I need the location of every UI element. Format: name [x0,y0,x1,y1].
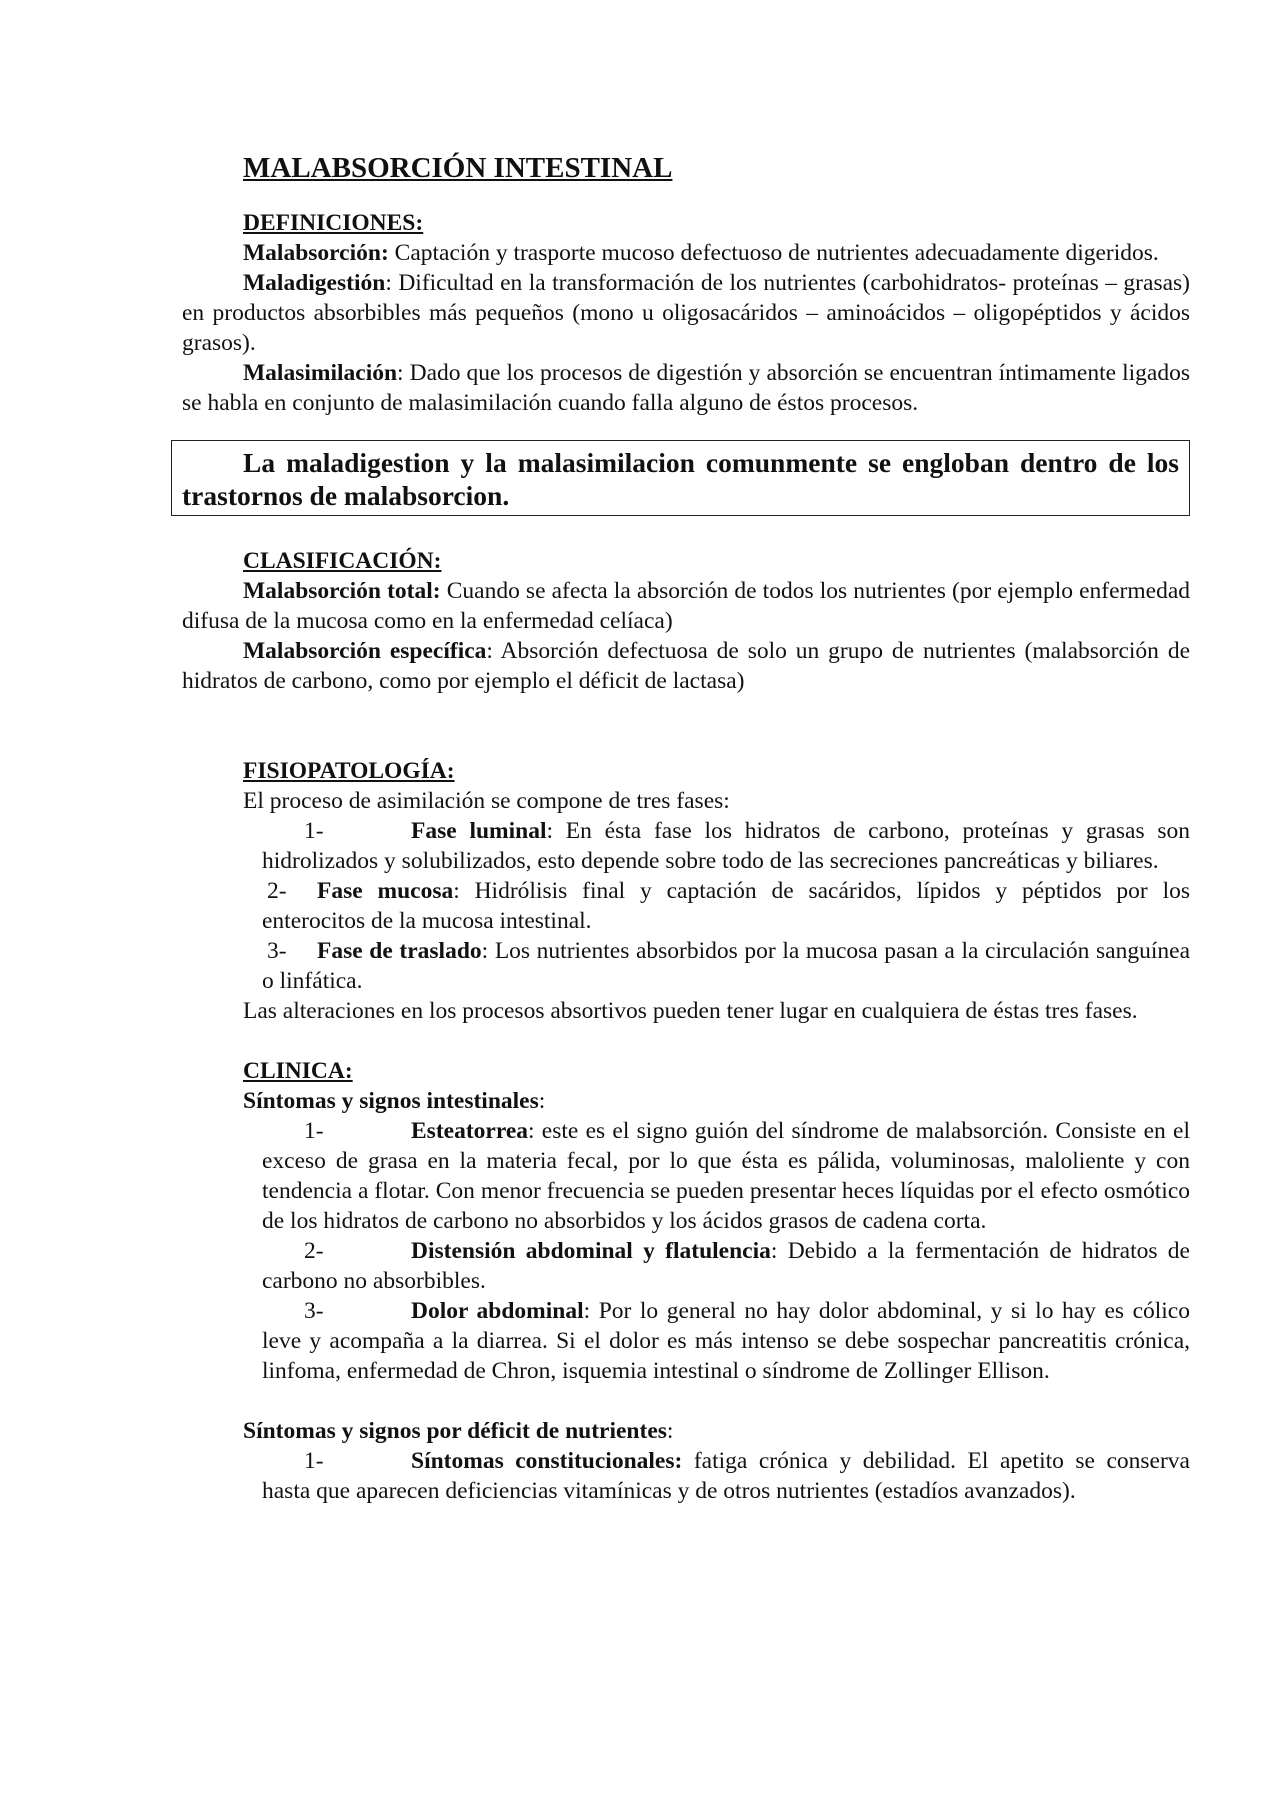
definition-text: : Dado que los procesos de digestión y absorción se encuentran íntimamente ligados se habla en conjunto de malasimilación cuando falla alguno de éstos procesos. [182,360,1190,416]
symptom-text: : Debido a la fermentación de hidratos de carbono no absorbibles. [262,1238,1190,1294]
symptom-number: 3- [304,1298,324,1324]
fisiopatologia-heading: FISIOPATOLOGÍA: [243,758,455,784]
fisiopatologia-intro: El proceso de asimilación se compone de tres fases: [243,788,730,814]
document-body [182,150,1190,1506]
symptom-number: 2- [304,1238,324,1264]
definition-term: Malasimilación [243,360,398,386]
symptom-text: : Por lo general no hay dolor abdominal, y si lo hay es cólico leve y acompaña a la diarrea. Si el dolor es más intenso se debe sospechar pancreatitis crónica, linfoma, enfermedad de Chron, isquemia intestinal o síndrome de Zollinger Ellison. [262,1298,1190,1384]
phase-number: 1- [304,818,324,844]
phase-item [262,936,1190,996]
callout-box [171,440,1190,516]
symptom-term: Distensión abdominal y flatulencia [411,1238,771,1264]
symptom-item [262,1116,1190,1236]
deficit-colon: : [666,1418,674,1444]
symptom-term: Dolor abdominal [411,1298,584,1324]
intestinal-subheading [243,1086,1190,1116]
clasificacion-term: Malabsorción específica [243,638,487,664]
fisiopatologia-closing: Las alteraciones en los procesos absortivos pueden tener lugar en cualquiera de éstas tres fases. [243,998,1138,1024]
phase-item [262,816,1190,876]
clasificacion-text: : Absorción defectuosa de solo un grupo de nutrientes (malabsorción de hidratos de carbono, como por ejemplo el déficit de lactasa) [182,638,1190,694]
phase-number: 3- [267,938,287,964]
definiciones-heading: DEFINICIONES: [243,210,424,236]
phase-item [262,876,1190,936]
symptom-number: 1- [304,1448,324,1474]
phase-text: : Hidrólisis final y captación de sacáridos, lípidos y péptidos por los enterocitos de la mucosa intestinal. [262,878,1190,934]
document-title: MALABSORCIÓN INTESTINAL [243,152,673,184]
phase-term: Fase luminal [411,818,547,844]
symptom-text: : este es el signo guión del síndrome de malabsorción. Consiste en el exceso de grasa en la materia fecal, por lo que ésta es pálida, voluminosas, maloliente y con tendencia a flotar. Con menor frecuencia se pueden presentar heces líquidas por el efecto osmótico de los hidratos de carbono no absorbidos y los ácidos grasos de cadena corta. [262,1118,1190,1234]
definition-malabsorcion [182,238,1190,268]
clasificacion-total [182,576,1190,636]
phase-term: Fase mucosa [317,878,454,904]
clinica-heading: CLINICA: [243,1058,353,1084]
symptom-term: Esteatorrea [411,1118,529,1144]
definition-malasimilacion [182,358,1190,418]
phase-number: 2- [267,878,287,904]
definition-term: Maladigestión [243,270,386,296]
clasificacion-term: Malabsorción total: [243,578,441,604]
definition-term: Malabsorción: [243,240,389,266]
definition-text: : Dificultad en la transformación de los nutrientes (carbohidratos- proteínas – grasas) en productos absorbibles más pequeños (mono u oligosacáridos – aminoácidos – oligopéptidos y ácidos grasos). [182,270,1190,356]
definition-maladigestion [182,268,1190,358]
intestinal-label: Síntomas y signos intestinales [243,1088,539,1114]
definition-text: Captación y trasporte mucoso defectuoso de nutrientes adecuadamente digeridos. [388,240,1159,266]
phase-text: : En ésta fase los hidratos de carbono, proteínas y grasas son hidrolizados y solubilizados, esto depende sobre todo de las secreciones pancreáticas y biliares. [262,818,1191,874]
symptom-item [262,1296,1190,1386]
clasificacion-text: Cuando se afecta la absorción de todos los nutrientes (por ejemplo enfermedad difusa de la mucosa como en la enfermedad celíaca) [182,578,1191,634]
clasificacion-heading: CLASIFICACIÓN: [243,548,442,574]
symptom-item [262,1236,1190,1296]
clasificacion-especifica [182,636,1190,696]
symptom-number: 1- [304,1118,324,1144]
deficit-subheading [243,1416,1190,1446]
phase-text: : Los nutrientes absorbidos por la mucosa pasan a la circulación sanguínea o linfática. [262,938,1191,994]
symptom-text: fatiga crónica y debilidad. El apetito se conserva hasta que aparecen deficiencias vitamínicas y de otros nutrientes (estadíos avanzados). [262,1448,1190,1504]
symptom-term: Síntomas constitucionales: [411,1448,683,1474]
symptom-item [262,1446,1190,1506]
deficit-label: Síntomas y signos por déficit de nutrientes [243,1418,667,1444]
intestinal-colon: : [538,1088,546,1114]
phase-term: Fase de traslado [317,938,482,964]
callout-text: La maladigestion y la malasimilacion comunmente se engloban dentro de los trastornos de malabsorcion. [182,447,1179,511]
